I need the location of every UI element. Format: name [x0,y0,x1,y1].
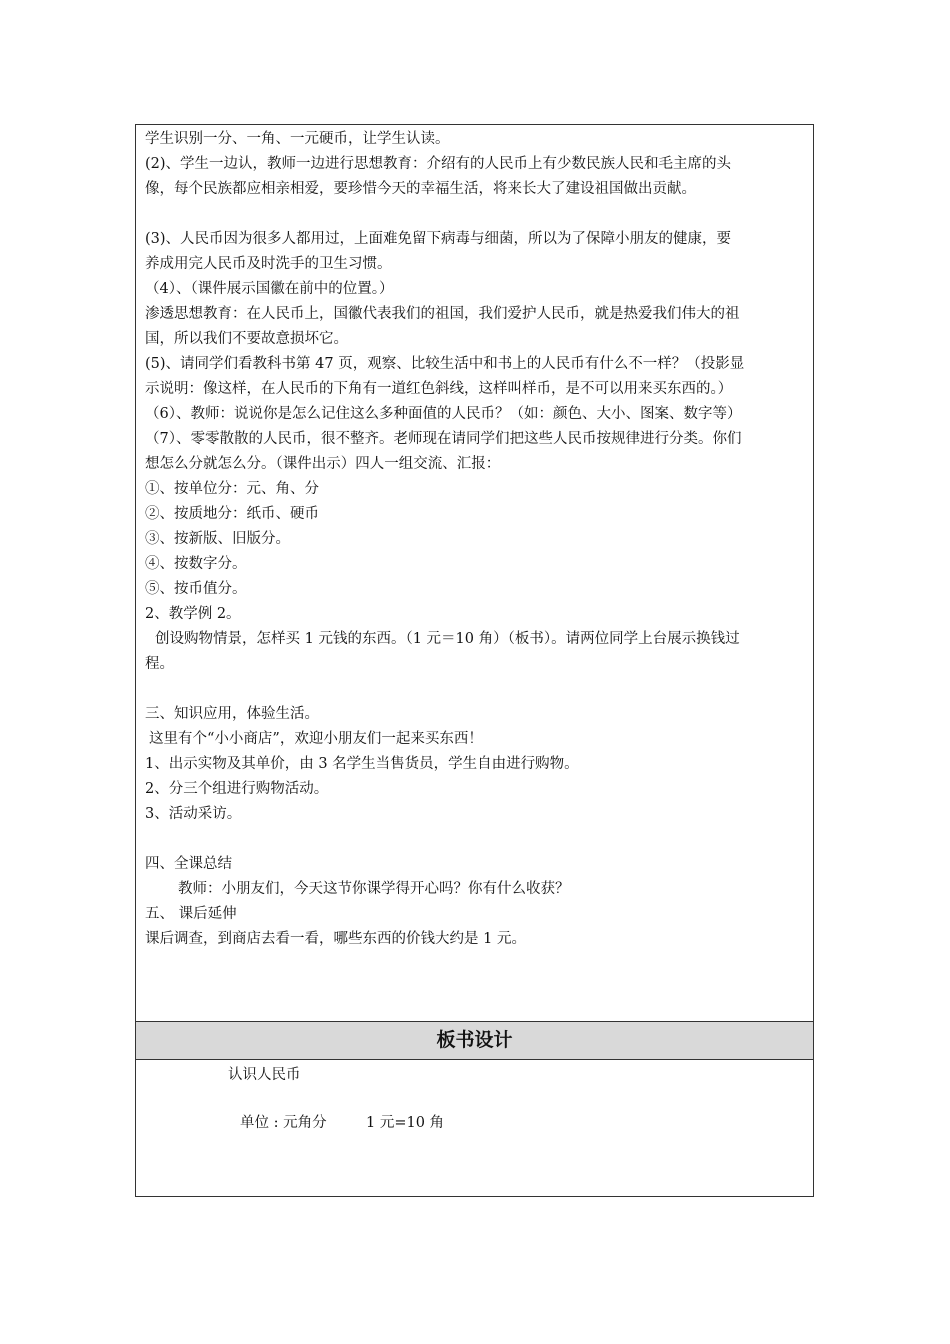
text-line: 国，所以我们不要故意损坏它。 [145,331,348,347]
text-line: 像，每个民族都应相亲相爱，要珍惜今天的幸福生活，将来长大了建设祖国做出贡献。 [145,181,696,197]
text-line: 学生识别一分、一角、一元硬币，让学生认读。 [145,131,450,147]
text-line: ①、按单位分：元、角、分 [145,481,319,497]
text-line: 2、教学例 2。 [145,606,241,622]
text-line: (3)、人民币因为很多人都用过，上面难免留下病毒与细菌，所以为了保障小朋友的健康，要 [145,231,732,247]
text-line: 示说明：像这样，在人民币的下角有一道红色斜线，这样叫样币，是不可以用来买东西的。） [145,381,733,397]
board-units: 单位 : 元角分 [240,1115,327,1131]
section-heading: 五、 课后延伸 [145,906,237,922]
text-line: 2、分三个组进行购物活动。 [145,781,329,797]
text-line: 创设购物情景，怎样买 1 元钱的东西。（1 元＝10 角）（板书）。请两位同学上台展示换钱过 [155,631,740,647]
text-line: 这里有个“小小商店”，欢迎小朋友们一起来买东西！ [149,731,483,747]
text-line: 想怎么分就怎么分。（课件出示）四人一组交流、汇报： [145,456,501,472]
text-line: 渗透思想教育：在人民币上，国徽代表我们的祖国，我们爱护人民币，就是热爱我们伟大的祖 [145,306,740,322]
text-line: （4）、（课件展示国徽在前中的位置。） [145,281,394,297]
board-equation: 1 元=10 角 [366,1115,445,1131]
text-line: 教师：小朋友们，今天这节你课学得开心吗？你有什么收获？ [178,881,570,897]
text-line: ②、按质地分：纸币、硬币 [145,506,319,522]
text-line: (2)、学生一边认，教师一边进行思想教育：介绍有的人民币上有少数民族人民和毛主席的头 [145,156,732,172]
section-heading: 四、全课总结 [145,856,232,872]
text-line: 养成用完人民币及时洗手的卫生习惯。 [145,256,392,272]
board-design-header: 板书设计 [136,1022,813,1060]
text-line: ④、按数字分。 [145,556,247,572]
text-line: ③、按新版、旧版分。 [145,531,290,547]
board-title: 认识人民币 [228,1067,301,1083]
lesson-plan-table [135,124,814,1197]
text-line: （7）、零零散散的人民币，很不整齐。老师现在请同学们把这些人民币按规律进行分类。你们 [145,431,742,447]
teaching-process-cell [136,125,813,1022]
section-heading: 三、知识应用，体验生活。 [145,706,319,722]
text-line: ⑤、按币值分。 [145,581,247,597]
text-line: 程。 [145,656,174,672]
text-line: 3、活动采访。 [145,806,242,822]
blank-line [145,677,807,702]
board-design-cell [136,1060,813,1197]
text-line: 课后调查，到商店去看一看，哪些东西的价钱大约是 1 元。 [145,931,526,947]
text-line: 1、出示实物及其单价，由 3 名学生当售货员，学生自由进行购物。 [145,756,579,772]
text-line: (5)、请同学们看教科书第 47 页，观察、比较生活中和书上的人民币有什么不一样？（投影显 [145,356,745,372]
blank-line [145,827,807,852]
blank-line [145,202,807,227]
text-line: （6）、教师：说说你是怎么记住这么多种面值的人民币？（如：颜色、大小、图案、数字等） [145,406,742,422]
